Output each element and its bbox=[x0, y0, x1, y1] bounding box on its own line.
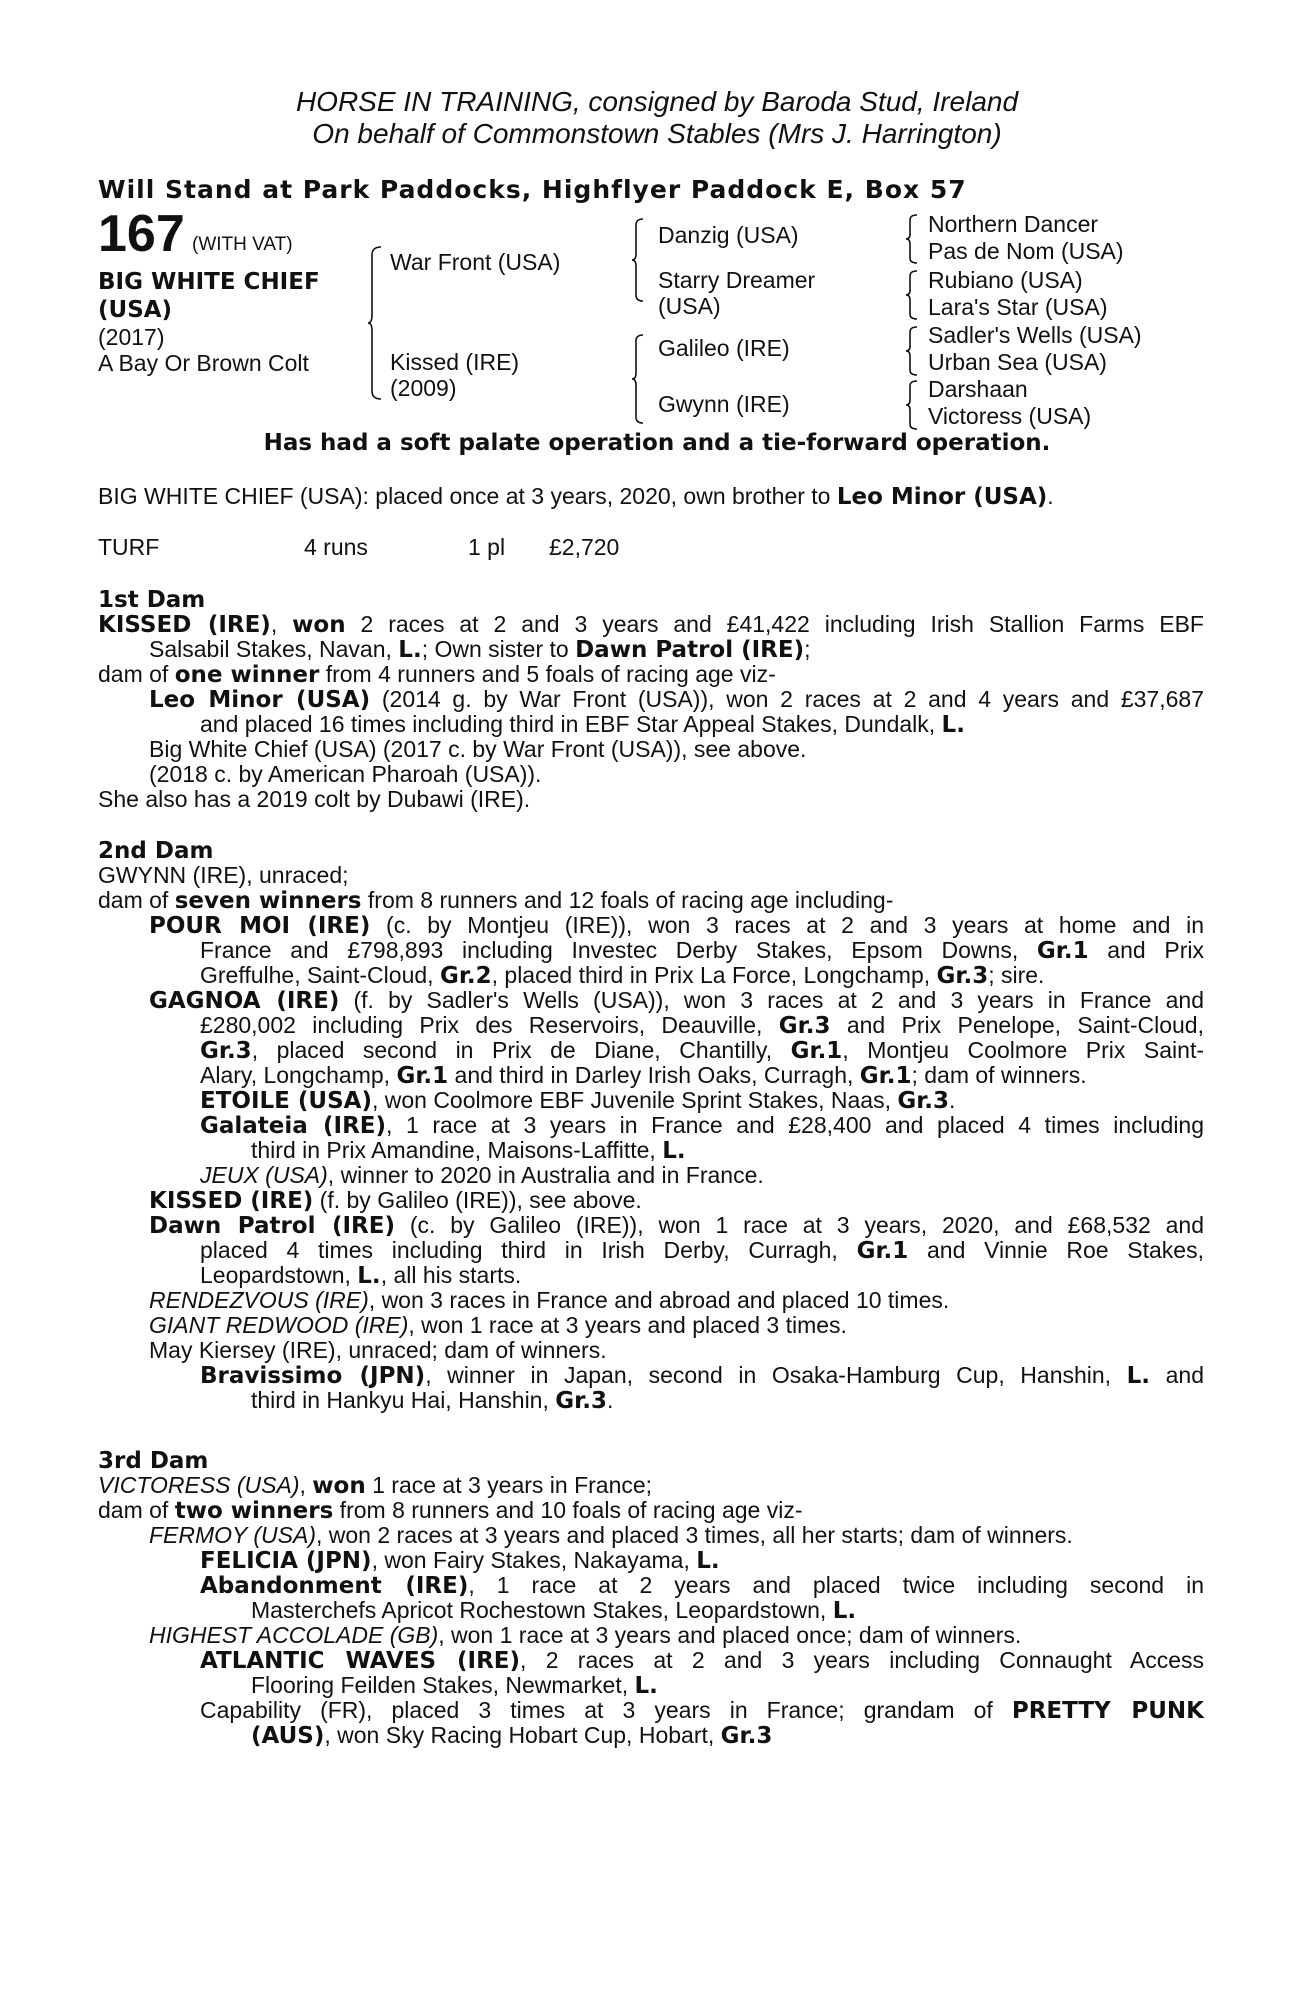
second-dam-line: ETOILE (USA), won Coolmore EBF Juvenile Sprint Stakes, Naas, Gr.3. bbox=[200, 1087, 956, 1114]
dd-parents-brace bbox=[906, 380, 918, 430]
third-dam-line: VICTORESS (USA), won 1 race at 3 years in France; bbox=[98, 1472, 653, 1499]
first-dam-line: KISSED (IRE), won 2 races at 2 and 3 years and £41,422 including Irish Stallion Farms EBF bbox=[98, 611, 1204, 638]
header-line-1: HORSE IN TRAINING, consigned by Baroda Stud, Ireland bbox=[295, 86, 1019, 117]
third-dam-line: (AUS), won Sky Racing Hobart Cup, Hobart, Gr.3 bbox=[251, 1722, 773, 1749]
second-dam-line: POUR MOI (IRE) (c. by Montjeu (IRE)), won 3 races at 2 and 3 years at home and in bbox=[149, 912, 1205, 939]
second-dam-line: third in Hankyu Hai, Hanshin, Gr.3. bbox=[251, 1387, 614, 1414]
dam-parents-brace bbox=[632, 334, 644, 424]
third-dam-line: Flooring Feilden Stakes, Newmarket, L. bbox=[251, 1672, 658, 1699]
stand-location: Will Stand at Park Paddocks, Highflyer Paddock E, Box 57 bbox=[98, 175, 967, 204]
pedigree-sdd: Lara's Star (USA) bbox=[928, 294, 1108, 320]
first-dam-line: She also has a 2019 colt by Dubawi (IRE). bbox=[98, 786, 531, 812]
second-dam-line: JEUX (USA), winner to 2020 in Australia and in France. bbox=[200, 1162, 764, 1188]
race-summary: BIG WHITE CHIEF (USA): placed once at 3 years, 2020, own brother to Leo Minor (USA). bbox=[98, 483, 1054, 510]
pedigree-sire-dam: Starry Dreamer bbox=[658, 267, 816, 293]
third-dam-line: Abandonment (IRE), 1 race at 2 years and placed twice including second in bbox=[200, 1572, 1204, 1599]
surgery-note: Has had a soft palate operation and a tie-forward operation. bbox=[263, 430, 1051, 456]
pedigree-ssd: Pas de Nom (USA) bbox=[928, 238, 1124, 264]
pedigree-dam-dam: Gwynn (IRE) bbox=[658, 391, 790, 417]
second-dam-line: Bravissimo (JPN), winner in Japan, second in Osaka-Hamburg Cup, Hanshin, L. and bbox=[200, 1362, 1204, 1389]
vat-note: (WITH VAT) bbox=[192, 234, 293, 255]
ds-parents-brace bbox=[906, 326, 918, 376]
third-dam-line: FERMOY (USA), won 2 races at 3 years and placed 3 times, all her starts; dam of winners. bbox=[149, 1522, 1073, 1548]
pedigree-dam-year: (2009) bbox=[390, 375, 457, 401]
second-dam-line: dam of seven winners from 8 runners and 12 foals of racing age including- bbox=[98, 887, 894, 914]
record-earnings: £2,720 bbox=[549, 534, 620, 560]
second-dam-line: GAGNOA (IRE) (f. by Sadler's Wells (USA)), won 3 races at 2 and 3 years in France and bbox=[149, 987, 1204, 1014]
second-dam-line: Leopardstown, L., all his starts. bbox=[200, 1262, 522, 1289]
pedigree-dss: Sadler's Wells (USA) bbox=[928, 322, 1142, 348]
sd-parents-brace bbox=[906, 270, 918, 320]
second-dam-line: Greffulhe, Saint-Cloud, Gr.2, placed third in Prix La Force, Longchamp, Gr.3; sire. bbox=[200, 962, 1045, 989]
first-dam-line: Big White Chief (USA) (2017 c. by War Front (USA)), see above. bbox=[149, 736, 807, 762]
second-dam-line: RENDEZVOUS (IRE), won 3 races in France and abroad and placed 10 times. bbox=[149, 1287, 950, 1313]
pedigree-sire: War Front (USA) bbox=[390, 249, 561, 275]
third-dam-line: dam of two winners from 8 runners and 10 foals of racing age viz- bbox=[98, 1497, 803, 1524]
first-dam-line: Leo Minor (USA) (2014 g. by War Front (USA)), won 2 races at 2 and 4 years and £37,687 bbox=[149, 686, 1204, 713]
second-dam-line: May Kiersey (IRE), unraced; dam of winners. bbox=[149, 1337, 607, 1363]
second-dam-line: KISSED (IRE) (f. by Galileo (IRE)), see above. bbox=[149, 1187, 642, 1214]
pedigree-dam: Kissed (IRE) bbox=[390, 349, 520, 375]
third-dam-line: HIGHEST ACCOLADE (GB), won 1 race at 3 years and placed once; dam of winners. bbox=[149, 1622, 1022, 1648]
pedigree-dam-sire: Galileo (IRE) bbox=[658, 335, 790, 361]
pedigree-dsd: Urban Sea (USA) bbox=[928, 349, 1107, 375]
second-dam-heading: 2nd Dam bbox=[98, 838, 214, 864]
pedigree-ddd: Victoress (USA) bbox=[928, 403, 1092, 429]
lot-number: 167 bbox=[98, 205, 185, 263]
third-dam-line: FELICIA (JPN), won Fairy Stakes, Nakayama, L. bbox=[200, 1547, 720, 1574]
horse-year: (2017) bbox=[98, 324, 165, 350]
horse-name-country: (USA) bbox=[98, 297, 173, 323]
sire-dam-brace bbox=[368, 246, 382, 400]
header-line-2: On behalf of Commonstown Stables (Mrs J. Harrington) bbox=[312, 118, 1002, 149]
second-dam-line: £280,002 including Prix des Reservoirs, Deauville, Gr.3 and Prix Penelope, Saint-Cloud, bbox=[200, 1012, 1204, 1039]
third-dam-line: Capability (FR), placed 3 times at 3 years in France; grandam of PRETTY PUNK bbox=[200, 1697, 1204, 1724]
sire-parents-brace bbox=[632, 218, 644, 302]
second-dam-line: Dawn Patrol (IRE) (c. by Galileo (IRE)), won 1 race at 3 years, 2020, and £68,532 and bbox=[149, 1212, 1204, 1239]
second-dam-line: GWYNN (IRE), unraced; bbox=[98, 862, 349, 888]
second-dam-line: third in Prix Amandine, Maisons-Laffitte, L. bbox=[251, 1137, 686, 1164]
first-dam-line: (2018 c. by American Pharoah (USA)). bbox=[149, 761, 542, 787]
third-dam-line: Masterchefs Apricot Rochestown Stakes, Leopardstown, L. bbox=[251, 1597, 857, 1624]
record-surface: TURF bbox=[98, 534, 160, 560]
pedigree-dds: Darshaan bbox=[928, 376, 1028, 402]
first-dam-line: dam of one winner from 4 runners and 5 foals of racing age viz- bbox=[98, 661, 776, 688]
ss-parents-brace bbox=[906, 214, 918, 264]
record-placed: 1 pl bbox=[468, 534, 506, 560]
pedigree-sire-dam-country: (USA) bbox=[658, 293, 721, 319]
first-dam-line: Salsabil Stakes, Navan, L.; Own sister to Dawn Patrol (IRE); bbox=[149, 636, 811, 663]
horse-name: BIG WHITE CHIEF bbox=[98, 269, 320, 295]
pedigree-sire-sire: Danzig (USA) bbox=[658, 222, 799, 248]
third-dam-line: ATLANTIC WAVES (IRE), 2 races at 2 and 3 years including Connaught Access bbox=[200, 1647, 1204, 1674]
third-dam-heading: 3rd Dam bbox=[98, 1448, 209, 1474]
second-dam-line: GIANT REDWOOD (IRE), won 1 race at 3 years and placed 3 times. bbox=[149, 1312, 847, 1338]
second-dam-line: Alary, Longchamp, Gr.1 and third in Darley Irish Oaks, Curragh, Gr.1; dam of winners. bbox=[200, 1062, 1087, 1089]
second-dam-line: placed 4 times including third in Irish Derby, Curragh, Gr.1 and Vinnie Roe Stakes, bbox=[200, 1237, 1204, 1264]
second-dam-line: Gr.3, placed second in Prix de Diane, Chantilly, Gr.1, Montjeu Coolmore Prix Saint- bbox=[200, 1037, 1204, 1064]
record-runs: 4 runs bbox=[304, 534, 368, 560]
pedigree-sds: Rubiano (USA) bbox=[928, 267, 1083, 293]
horse-description: A Bay Or Brown Colt bbox=[98, 350, 309, 376]
second-dam-line: France and £798,893 including Investec Derby Stakes, Epsom Downs, Gr.1 and Prix bbox=[200, 937, 1204, 964]
first-dam-line: and placed 16 times including third in EBF Star Appeal Stakes, Dundalk, L. bbox=[200, 711, 965, 738]
pedigree-sss: Northern Dancer bbox=[928, 211, 1099, 237]
first-dam-heading: 1st Dam bbox=[98, 587, 206, 613]
second-dam-line: Galateia (IRE), 1 race at 3 years in France and £28,400 and placed 4 times including bbox=[200, 1112, 1205, 1139]
